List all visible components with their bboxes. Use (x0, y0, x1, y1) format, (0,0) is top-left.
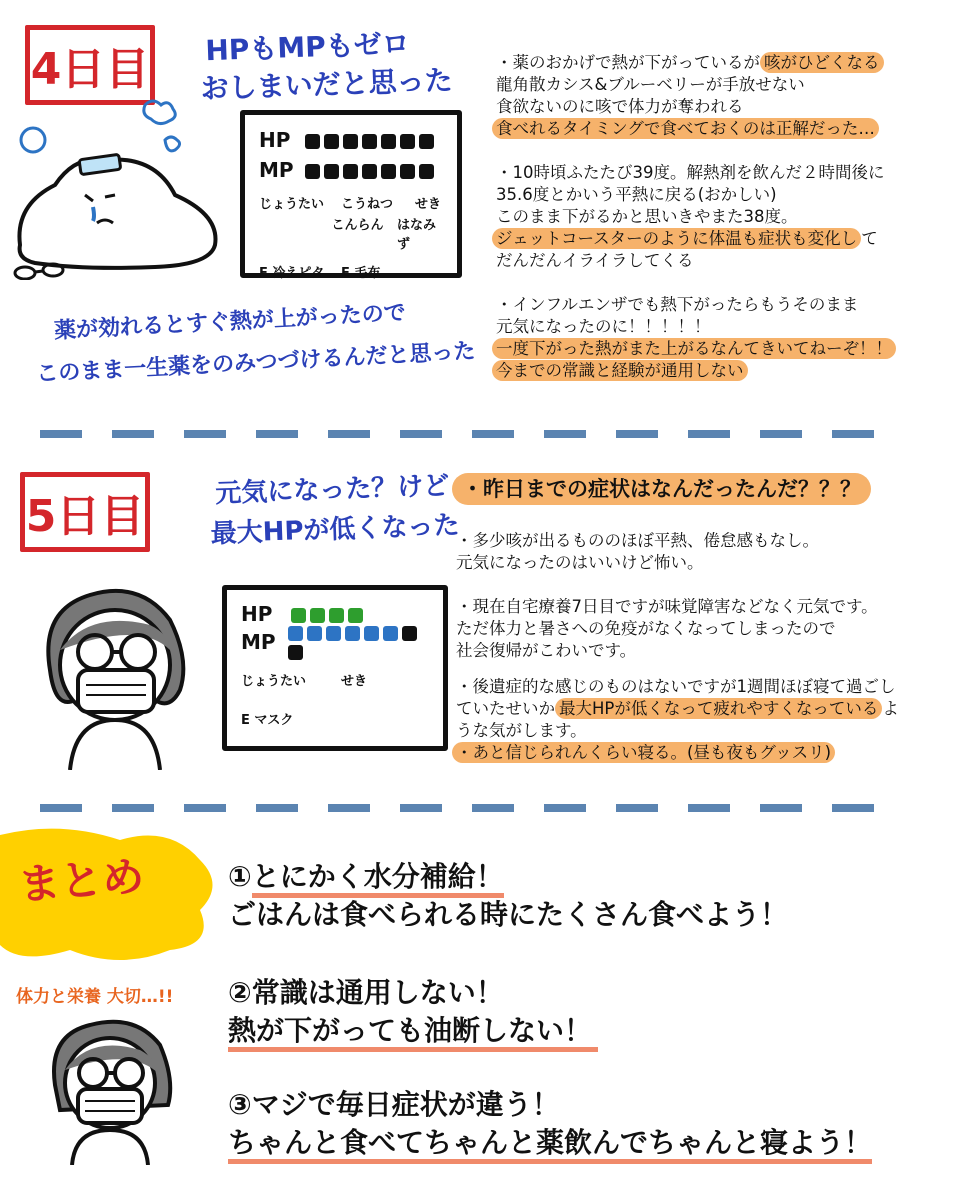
note-highlight: 最大HPが低くなって疲れやすくなっている (555, 698, 882, 719)
mp-label: MP (259, 158, 294, 182)
note-line: 社会復帰がこわいです。 (456, 641, 637, 660)
gauge-block (326, 626, 341, 641)
note-line: うな気がします。 (456, 721, 587, 740)
note-line: ただ体力と暑さへの免疫がなくなってしまったので (456, 619, 836, 638)
equipment-item: E 毛布 (341, 266, 381, 281)
condition-item: せき (415, 197, 442, 212)
note-line: 食欲ないのに咳で体力が奪われる (496, 97, 744, 116)
note-highlight: ジェットコースターのように体温も症状も変化し (492, 228, 861, 249)
mp-gauge (288, 623, 429, 661)
section-divider (40, 804, 874, 812)
summary-item-3: ③マジで毎日症状が違う！ (228, 1088, 560, 1121)
note-highlight: 一度下がった熱がまた上がるなんてきいてねーぞ！！ (492, 338, 896, 359)
note-line: ていたせいか (456, 699, 555, 718)
gauge-block (364, 626, 379, 641)
gauge-block (291, 608, 306, 623)
headline-text: ・昨日までの症状はなんだったんだ？？？ (452, 473, 871, 505)
summary-detail: 熱が下がっても油断しない！ (228, 1014, 598, 1052)
gauge-block (402, 626, 417, 641)
summary-badge: まとめ (16, 851, 146, 910)
gauge-block (419, 134, 434, 149)
note-line: よ (882, 699, 899, 718)
day4-caption (35, 289, 477, 395)
gauge-block (305, 164, 320, 179)
gauge-block (400, 134, 415, 149)
masked-person-illustration (30, 570, 200, 770)
summary-point: とにかく水分補給！ (252, 860, 504, 898)
note-highlight: 咳がひどくなる (760, 52, 884, 73)
gauge-block (383, 626, 398, 641)
gauge-block (307, 626, 322, 641)
gauge-block (329, 608, 344, 623)
day4-notes (496, 52, 896, 382)
melted-character-illustration (5, 95, 235, 280)
day4-status-window (240, 110, 462, 281)
summary-list (228, 858, 872, 1162)
gauge-block (419, 164, 434, 179)
summary-item-2: ②常識は通用しない！ (228, 976, 504, 1009)
summary-item-1 (228, 858, 872, 896)
condition-label: じょうたい (259, 197, 325, 212)
gauge-block (362, 164, 377, 179)
summary-detail: ちゃんと食べてちゃんと薬飲んでちゃんと寝よう！ (228, 1126, 872, 1164)
gauge-block (345, 626, 360, 641)
condition-item: はなみず (396, 218, 436, 252)
gauge-block (310, 608, 325, 623)
note-highlight: 今までの常識と経験が通用しない (492, 360, 748, 381)
day5-badge: 5日目 (20, 472, 150, 552)
note-line: ・現在自宅療養7日目ですが味覚障害などなく元気です。 (456, 597, 878, 616)
note-line: 35.6度とかいう平熱に戻る(おかしい) (496, 185, 777, 204)
equipment-item: E 冷えピタ (259, 266, 325, 281)
note-line: 龍角散カシス&ブルーベリーが手放せない (496, 75, 805, 94)
gauge-block (362, 134, 377, 149)
hp-gauge (305, 131, 438, 150)
day4-caption-line1: 薬が効れるとすぐ熱が上がったので (53, 300, 407, 344)
day4-title-line1: HPもMPもゼロ (204, 27, 411, 68)
gauge-block (324, 134, 339, 149)
item-number: ① (228, 860, 252, 893)
note-line: ・多少咳が出るもののほぼ平熱、倦怠感もなし。 (456, 531, 819, 550)
note-line: このまま下がるかと思いきやまた38度。 (496, 207, 798, 226)
gauge-block (288, 626, 303, 641)
condition-item: こうねつ (341, 197, 394, 212)
gauge-block (381, 164, 396, 179)
day4-caption-line2: このまま一生薬をのみつづけるんだと思った (35, 339, 477, 387)
day5-title (209, 466, 460, 555)
gauge-block (343, 134, 358, 149)
gauge-block (343, 164, 358, 179)
mp-label: MP (241, 630, 276, 654)
note-line: ・インフルエンザでも熱下がったらもうそのまま (496, 295, 859, 314)
hp-gauge (291, 605, 367, 624)
note-line: ・後遺症的な感じのものはないですが1週間ほぼ寝て過ごし (456, 677, 896, 696)
condition-label: じょうたい (241, 674, 307, 689)
gauge-block (324, 164, 339, 179)
masked-person-illustration (40, 1005, 180, 1165)
note-line: ・薬のおかげで熱が下がっているが (496, 53, 760, 72)
equipment-item: E マスク (241, 713, 294, 728)
gauge-block (400, 164, 415, 179)
gauge-block (381, 134, 396, 149)
note-highlight: 食べれるタイミングで食べておくのは正解だった… (492, 118, 879, 139)
hp-label: HP (241, 602, 273, 626)
section-divider (40, 430, 874, 438)
gauge-block (288, 645, 303, 660)
day5-headline (452, 473, 871, 503)
note-line: て (861, 229, 878, 248)
summary-side-note: 体力と栄養 大切…!! (16, 987, 174, 1007)
note-highlight: ・あと信じられんくらい寝る。(昼も夜もグッスリ) (452, 742, 835, 763)
note-line: だんだんイライラしてくる (496, 251, 694, 270)
summary-detail: ごはんは食べられる時にたくさん食べよう！ (228, 898, 789, 931)
mp-gauge (305, 161, 438, 180)
condition-item: こんらん (331, 218, 384, 233)
condition-item: せき (341, 674, 368, 689)
day4-title (199, 24, 454, 109)
day4-title-line2: おしまいだと思った (200, 63, 454, 106)
gauge-block (305, 134, 320, 149)
note-line: ・10時頃ふたたび39度。解熱剤を飲んだ２時間後に (496, 163, 885, 182)
note-line: 元気になったのに！！！！！ (496, 317, 711, 336)
note-line: 元気になったのはいいけど怖い。 (456, 553, 704, 572)
day5-status-window (222, 585, 448, 751)
hp-label: HP (259, 128, 291, 152)
gauge-block (348, 608, 363, 623)
day5-title-line1: 元気になった？けど (214, 470, 450, 510)
day5-notes (456, 530, 899, 764)
day5-title-line2: 最大HPが低くなった (210, 510, 460, 550)
day4-badge: 4日目 (25, 25, 155, 105)
